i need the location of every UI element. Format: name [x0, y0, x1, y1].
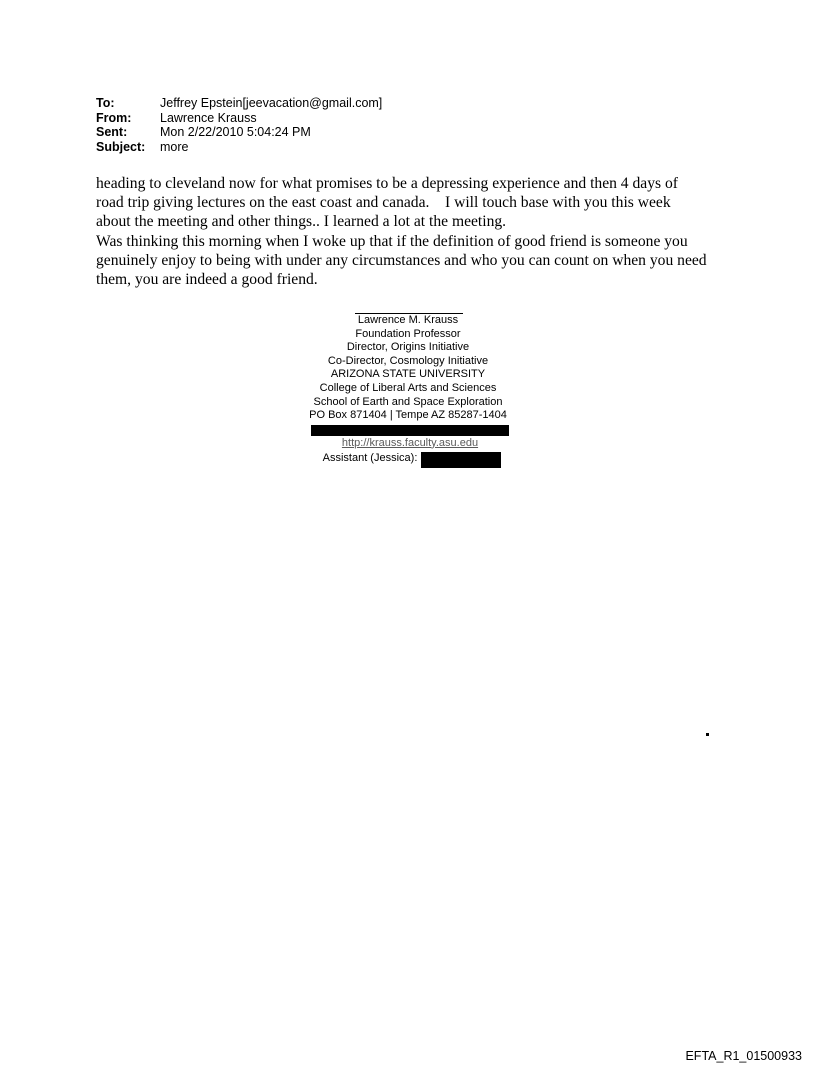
- subject-value: more: [160, 139, 189, 154]
- from-row: [96, 111, 382, 126]
- to-row: [96, 96, 382, 111]
- assistant-row: [261, 450, 563, 466]
- redaction-bar: [421, 452, 501, 468]
- body-line: them, you are indeed a good friend.: [96, 271, 318, 289]
- faculty-website-link[interactable]: http://krauss.faculty.asu.edu: [341, 436, 479, 449]
- body-line: road trip giving lectures on the east coast and canada. I will touch base with you this week: [96, 194, 671, 212]
- from-label: From:: [96, 110, 132, 125]
- signature-line: ARIZONA STATE UNIVERSITY: [330, 368, 486, 381]
- email-header: [96, 96, 382, 154]
- to-value: Jeffrey Epstein[jeevacation@gmail.com]: [160, 96, 383, 110]
- sent-row: [96, 125, 382, 140]
- assistant-label: Assistant (Jessica):: [322, 451, 418, 464]
- body-line: Was thinking this morning when I woke up that if the definition of good friend is someone you: [96, 232, 688, 250]
- redaction-bar: [311, 425, 509, 436]
- signature-line: Foundation Professor: [355, 327, 461, 340]
- sent-label: Sent:: [96, 125, 128, 139]
- signature-line: Co-Director, Cosmology Initiative: [327, 354, 489, 367]
- subject-label: Subject:: [96, 139, 146, 154]
- signature-line: College of Liberal Arts and Sciences: [319, 381, 497, 394]
- signature-block: [257, 313, 559, 466]
- body-line: genuinely enjoy to being with under any circumstances and who you can count on when you need: [96, 251, 707, 269]
- document-id: EFTA_R1_01500933: [685, 1049, 802, 1063]
- to-label: To:: [96, 96, 115, 110]
- signature-line: Director, Origins Initiative: [346, 341, 470, 354]
- sent-value: Mon 2/22/2010 5:04:24 PM: [160, 125, 311, 139]
- subject-row: [96, 140, 382, 155]
- signature-name: Lawrence M. Krauss: [357, 314, 459, 326]
- signature-divider: [355, 313, 463, 314]
- signature-line: School of Earth and Space Exploration: [313, 395, 503, 408]
- from-value: Lawrence Krauss: [160, 110, 257, 125]
- signature-line: PO Box 871404 | Tempe AZ 85287-1404: [309, 409, 507, 422]
- body-line: heading to cleveland now for what promises to be a depressing experience and then 4 days of: [96, 175, 678, 192]
- stray-dot-mark: [706, 733, 709, 736]
- email-body: [96, 174, 736, 289]
- body-line: about the meeting and other things.. I learned a lot at the meeting.: [96, 213, 507, 231]
